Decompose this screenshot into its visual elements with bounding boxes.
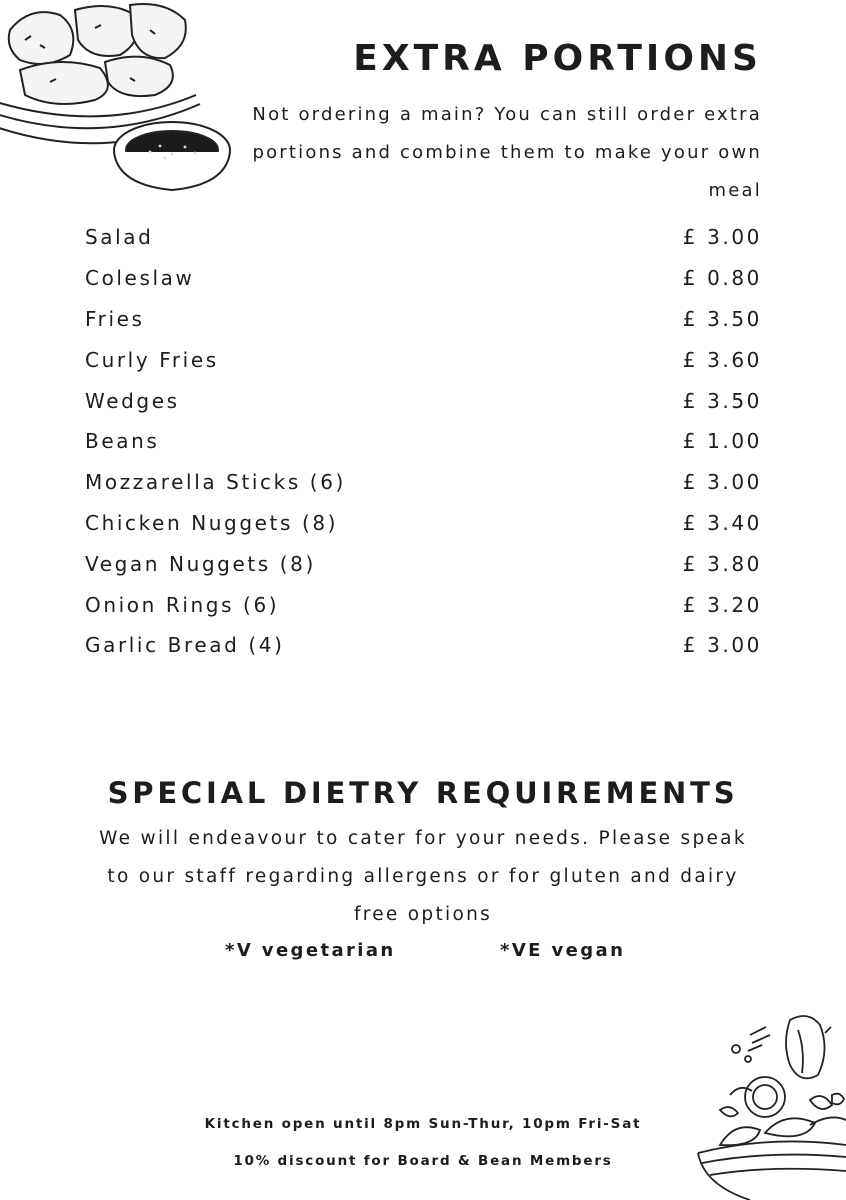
item-name: Chicken Nuggets (8) bbox=[85, 510, 339, 535]
list-item bbox=[85, 625, 762, 666]
list-item bbox=[85, 543, 762, 584]
salad-bowl-illustration bbox=[690, 1005, 846, 1200]
dietary-text: We will endeavour to cater for your needs. Please speak to our staff regarding allergens or for gluten and dairy free options bbox=[99, 828, 747, 925]
intro-text: Not ordering a main? You can still order extra portions and combine them to make your own meal bbox=[252, 104, 762, 201]
item-price: £ 3.20 bbox=[682, 592, 762, 617]
item-name: Onion Rings (6) bbox=[85, 592, 280, 617]
item-price: £ 3.50 bbox=[682, 306, 762, 331]
item-price: £ 0.80 bbox=[682, 266, 762, 291]
item-name: Salad bbox=[85, 225, 154, 250]
item-name: Curly Fries bbox=[85, 347, 219, 372]
list-item bbox=[85, 380, 762, 421]
list-item bbox=[85, 217, 762, 258]
item-price: £ 3.40 bbox=[682, 510, 762, 535]
list-item bbox=[85, 258, 762, 299]
item-name: Vegan Nuggets (8) bbox=[85, 551, 316, 576]
member-discount: 10% discount for Board & Bean Members bbox=[233, 1153, 613, 1169]
page-title: EXTRA PORTIONS bbox=[353, 38, 762, 79]
nuggets-bowl-illustration bbox=[0, 0, 240, 200]
item-name: Garlic Bread (4) bbox=[85, 633, 285, 658]
item-price: £ 1.00 bbox=[682, 429, 762, 454]
list-item bbox=[85, 299, 762, 340]
item-price: £ 3.00 bbox=[682, 225, 762, 250]
vegetarian-legend: *V vegetarian bbox=[225, 940, 396, 961]
item-name: Coleslaw bbox=[85, 266, 195, 291]
item-price: £ 3.60 bbox=[682, 347, 762, 372]
list-item bbox=[85, 584, 762, 625]
extra-portions-list bbox=[85, 217, 762, 666]
vegan-legend: *VE vegan bbox=[500, 940, 626, 961]
list-item bbox=[85, 339, 762, 380]
item-name: Beans bbox=[85, 429, 160, 454]
item-name: Fries bbox=[85, 306, 145, 331]
list-item bbox=[85, 462, 762, 503]
item-name: Mozzarella Sticks (6) bbox=[85, 470, 346, 495]
list-item bbox=[85, 503, 762, 544]
item-price: £ 3.50 bbox=[682, 388, 762, 413]
dietary-title: SPECIAL DIETRY REQUIREMENTS bbox=[107, 776, 739, 810]
item-price: £ 3.80 bbox=[682, 551, 762, 576]
item-price: £ 3.00 bbox=[682, 470, 762, 495]
item-name: Wedges bbox=[85, 388, 180, 413]
item-price: £ 3.00 bbox=[682, 633, 762, 658]
list-item bbox=[85, 421, 762, 462]
kitchen-hours: Kitchen open until 8pm Sun-Thur, 10pm Fri-Sat bbox=[204, 1116, 642, 1132]
